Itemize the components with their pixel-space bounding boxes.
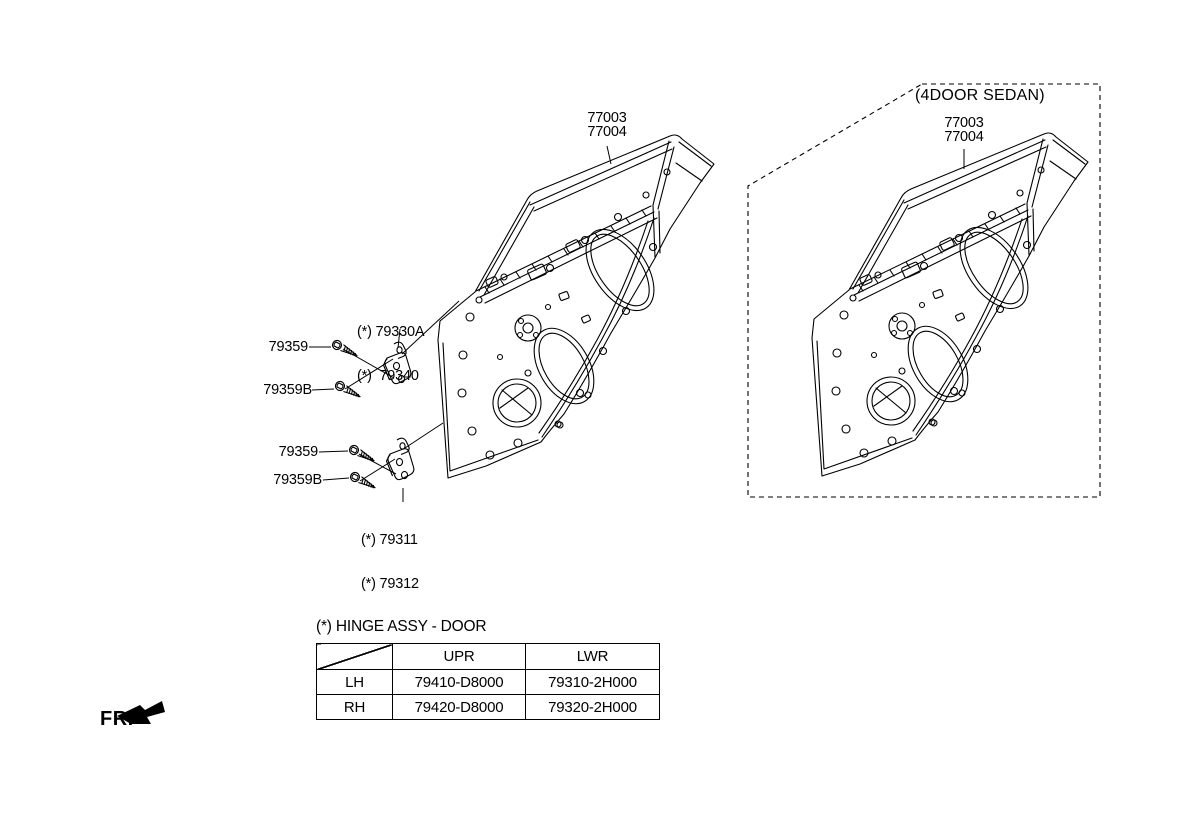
- part-number: (*) 79330A: [357, 324, 425, 340]
- hinge-table-title: (*) HINGE ASSY - DOOR: [316, 618, 487, 635]
- column-header-upr: UPR: [393, 644, 526, 670]
- left-door-part-numbers: [584, 112, 630, 139]
- lower-hinge-callout: [361, 504, 419, 620]
- row-header-rh: RH: [317, 695, 393, 720]
- part-number: (*) 79311: [361, 532, 418, 548]
- part-number-cell: 79420-D8000: [393, 695, 526, 720]
- upper-hinge-callout: [357, 296, 424, 412]
- part-number: (*) 79312: [361, 575, 419, 592]
- part-number-cell: 79310-2H000: [526, 670, 660, 695]
- part-number: (*) 79340: [357, 367, 419, 384]
- fr-direction-label: FR.: [100, 708, 134, 730]
- part-number: 77004: [944, 128, 984, 145]
- right-door-part-numbers: [941, 117, 987, 144]
- part-number-cell: 79320-2H000: [526, 695, 660, 720]
- row-header-lh: LH: [317, 670, 393, 695]
- part-number: 77003: [944, 115, 984, 131]
- table-row: [317, 695, 660, 720]
- lower-screw-callout: 79359: [278, 444, 318, 460]
- part-number: 77004: [587, 123, 627, 140]
- column-header-lwr: LWR: [526, 644, 660, 670]
- part-number-cell: 79410-D8000: [393, 670, 526, 695]
- table-corner-cell: [317, 644, 393, 670]
- sedan-variant-label: (4DOOR SEDAN): [915, 87, 1045, 104]
- left-door-drawing: [438, 135, 714, 478]
- right-door-drawing: [812, 128, 1088, 476]
- table-row: [317, 670, 660, 695]
- upper-screw-b-callout: 79359B: [263, 382, 312, 398]
- part-number: 77003: [587, 110, 627, 126]
- hinge-assy-table: [316, 643, 660, 720]
- upper-screw-callout: 79359: [268, 339, 308, 355]
- lower-screw-b-callout: 79359B: [273, 472, 322, 488]
